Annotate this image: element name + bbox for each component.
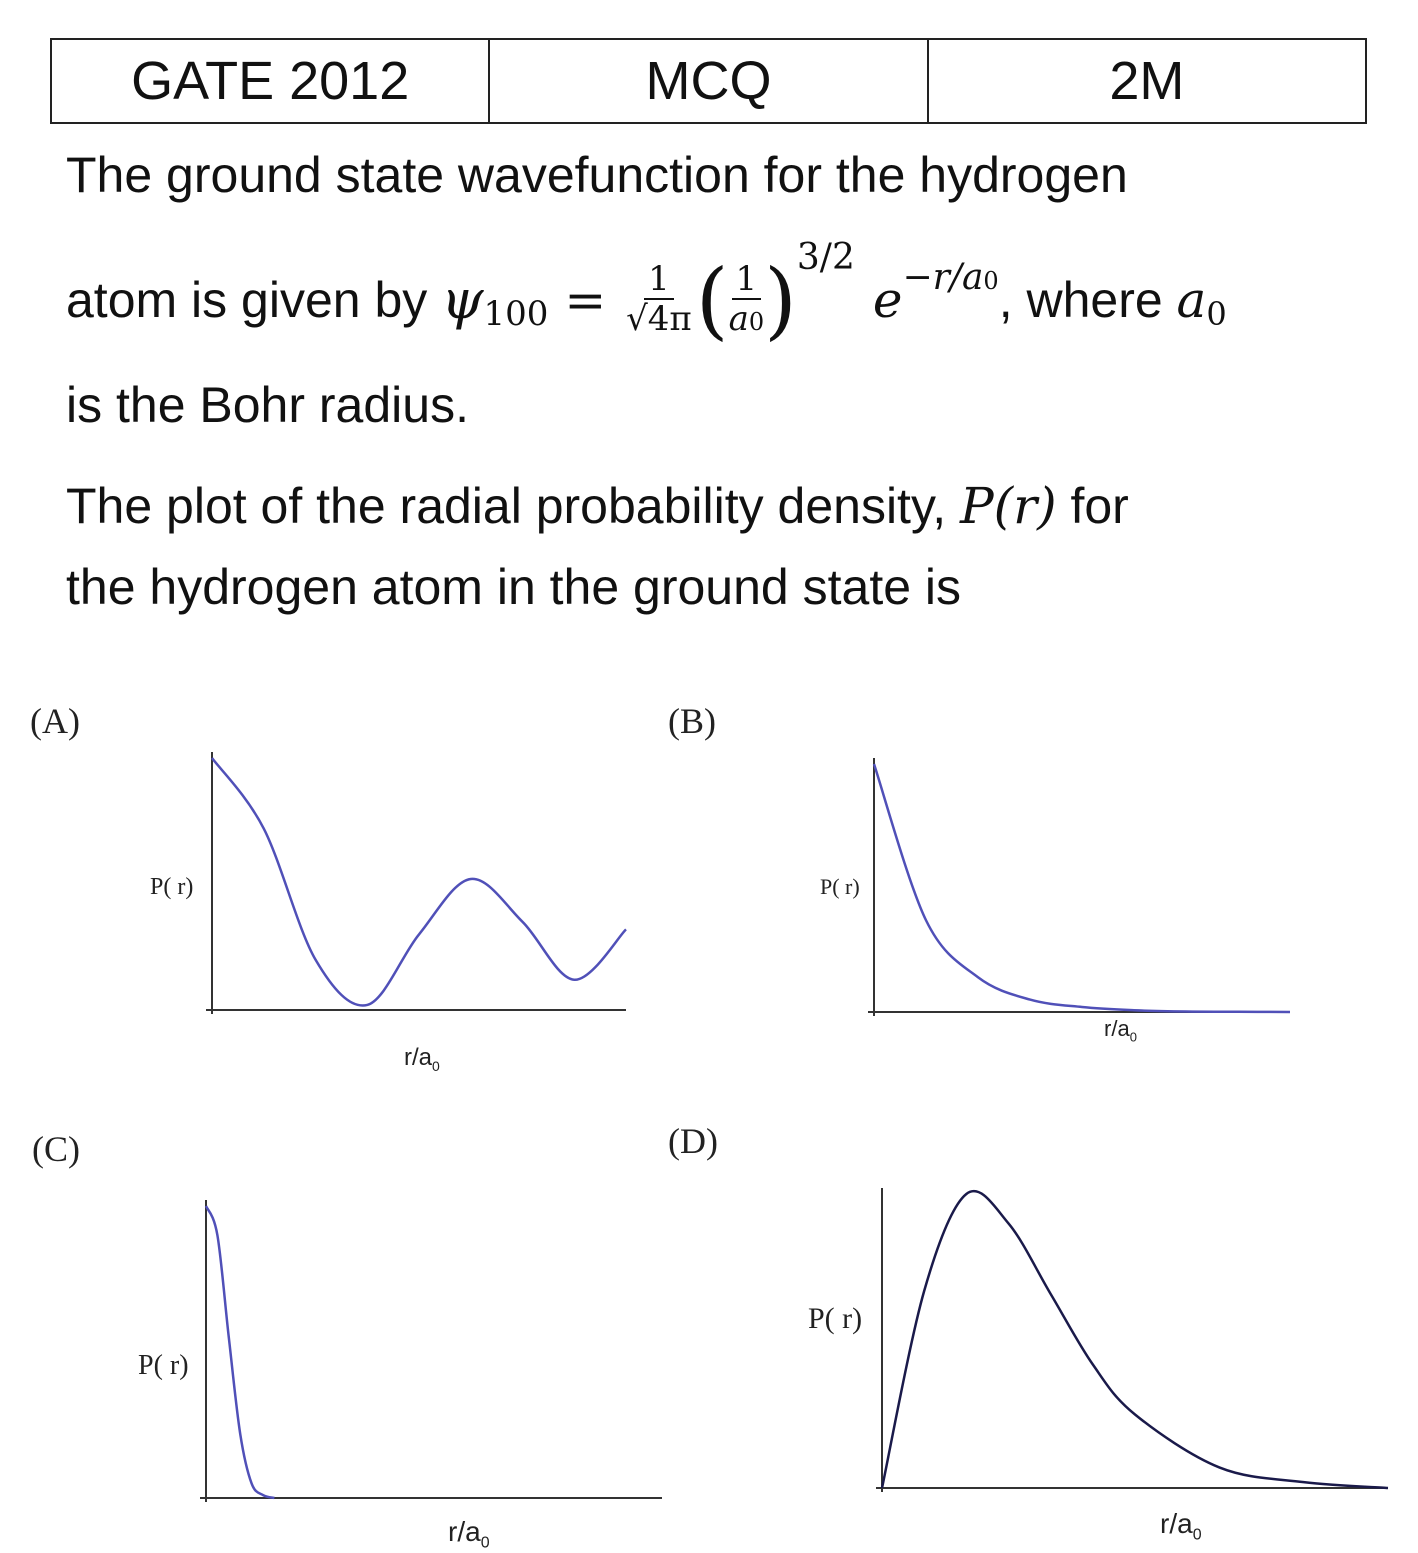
- option-a-ylabel: P( r): [150, 874, 194, 900]
- marks-cell: 2M: [1109, 51, 1185, 111]
- p-of-r: P(r): [960, 477, 1057, 535]
- option-d-ylabel: P( r): [808, 1302, 863, 1335]
- frac2-den-sub: 0: [748, 308, 765, 337]
- option-b-xlabel-main: r/a: [1104, 1016, 1130, 1041]
- option-c-ylabel: P( r): [138, 1350, 189, 1381]
- line4-prefix: The plot of the radial probability density,: [66, 478, 961, 534]
- option-a-xlabel-sub: 0: [432, 1057, 440, 1074]
- exp-power-main: −r/a: [902, 257, 984, 298]
- option-c-curve: [206, 1206, 274, 1498]
- right-paren: ): [764, 251, 797, 349]
- option-c-label[interactable]: (C): [32, 1129, 80, 1169]
- exam-cell: GATE 2012: [52, 40, 490, 122]
- option-a-label[interactable]: (A): [30, 701, 80, 741]
- frac1-denominator: √4π: [626, 299, 692, 340]
- frac2-numerator: 1: [732, 261, 762, 300]
- question-line-1: The ground state wavefunction for the hydrogen: [66, 147, 1128, 203]
- option-b-xlabel-sub: 0: [1129, 1029, 1137, 1045]
- option-a-curve: [212, 758, 626, 1006]
- question-type-cell: MCQ: [490, 40, 928, 122]
- question-line-3: is the Bohr radius.: [66, 377, 469, 433]
- power-exponent: 3/2: [796, 237, 855, 278]
- a0-base: a: [1176, 271, 1207, 329]
- option-a-xlabel-main: r/a: [404, 1044, 433, 1071]
- option-c-xlabel-sub: 0: [480, 1534, 490, 1552]
- frac2-den-base: a: [728, 299, 749, 340]
- line2-suffix: , where: [998, 272, 1177, 328]
- option-d-xlabel-main: r/a: [1160, 1508, 1193, 1539]
- a0-sub: 0: [1206, 295, 1227, 333]
- option-b-label[interactable]: (B): [668, 701, 716, 741]
- exp-base: e: [872, 271, 903, 329]
- frac1-numerator: 1: [644, 261, 674, 300]
- option-d-xlabel-sub: 0: [1192, 1526, 1202, 1544]
- line4-suffix: for: [1056, 478, 1129, 534]
- option-d-label[interactable]: (D): [668, 1121, 718, 1161]
- left-paren: (: [695, 251, 729, 349]
- line2-prefix: atom is given by: [66, 272, 442, 328]
- equals-sign: =: [548, 271, 623, 329]
- psi-symbol: ψ: [441, 268, 484, 331]
- option-b-ylabel: P( r): [820, 874, 860, 899]
- question-line-5: the hydrogen atom in the ground state is: [66, 559, 962, 615]
- option-d-curve: [882, 1191, 1388, 1488]
- psi-subscript: 100: [483, 294, 549, 334]
- option-c-xlabel-main: r/a: [448, 1516, 481, 1547]
- option-b-curve: [874, 764, 1290, 1012]
- exp-power-sub: 0: [983, 267, 999, 295]
